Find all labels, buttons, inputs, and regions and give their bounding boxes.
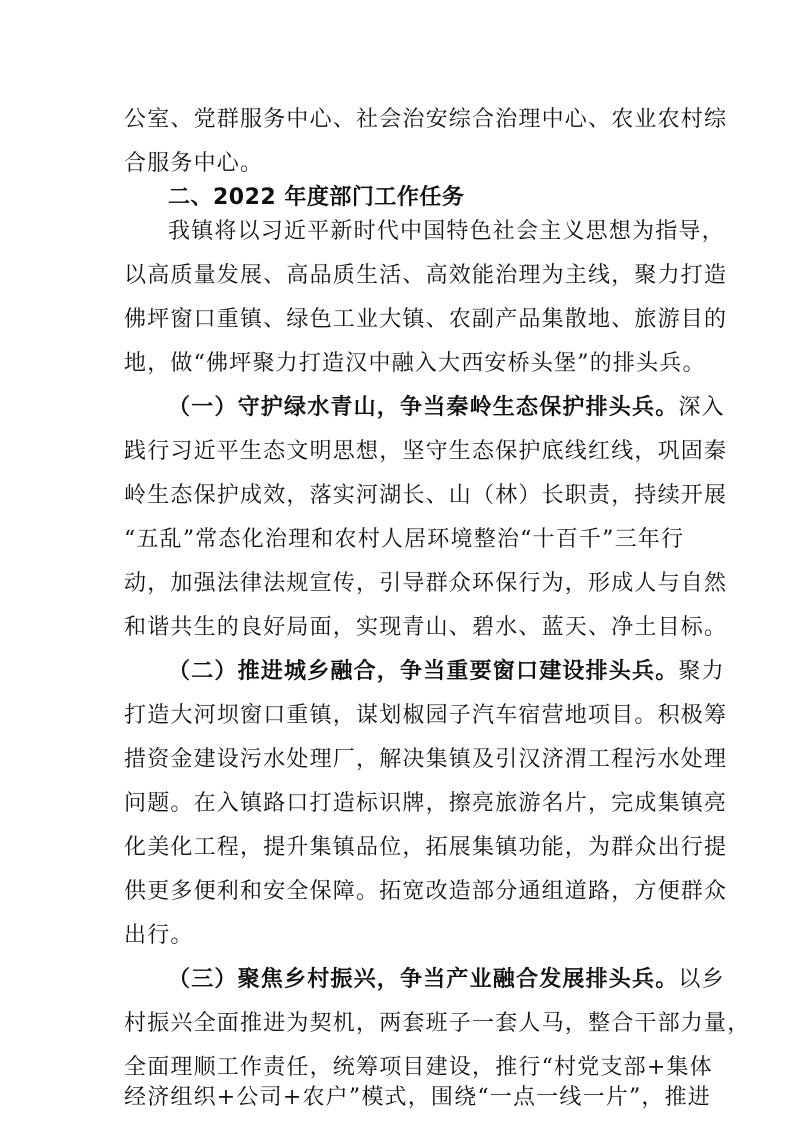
text-line: 村振兴全面推进为契机，两套班子一套人马，整合干部力量， <box>124 1011 751 1036</box>
text-line: 打造大河坝窗口重镇，谋划椒园子汽车宿营地项目。积极筹 <box>124 703 728 728</box>
text-line: 岭生态保护成效，落实河湖长、山（林）长职责，持续开展 <box>124 483 728 508</box>
text-run: 聚力 <box>678 659 725 684</box>
text-line: 以高质量发展、高品质生活、高效能治理为主线，聚力打造 <box>124 263 728 288</box>
text-line: 合服务中心。 <box>124 151 264 176</box>
text-line: “五乱”常态化治理和农村人居环境整治“十百千”三年行 <box>124 527 685 552</box>
text-line: 供更多便利和安全保障。拓宽改造部分通组道路，方便群众 <box>124 879 728 904</box>
text-line: 和谐共生的良好局面，实现青山、碧水、蓝天、净土目标。 <box>124 615 728 640</box>
text-line: 问题。在入镇路口打造标识牌，擦亮旅游名片，完成集镇亮 <box>124 791 728 816</box>
text-run: 以乡 <box>678 967 725 992</box>
text-line: 公室、党群服务中心、社会治安综合治理中心、农业农村综 <box>124 107 728 132</box>
subheading-2: （二）推进城乡融合，争当重要窗口建设排头兵。 <box>168 659 679 684</box>
text-line: 措资金建设污水处理厂，解决集镇及引汉济渭工程污水处理 <box>124 747 728 772</box>
subheading-1: （一）守护绿水青山，争当秦岭生态保护排头兵。 <box>168 395 679 420</box>
subheading-3: （三）聚焦乡村振兴，争当产业融合发展排头兵。 <box>168 967 679 992</box>
paragraph-heading-line <box>168 386 725 430</box>
text-line: 全面理顺工作责任，统筹项目建设，推行“村党支部+集体 <box>124 1055 713 1080</box>
text-line: 践行习近平生态文明思想，坚守生态保护底线红线，巩固秦 <box>124 439 728 464</box>
paragraph-heading-line <box>168 650 725 694</box>
paragraph-heading-line <box>168 958 725 1002</box>
text-line: 经济组织+公司+农户”模式，围绕“一点一线一片”，推进 <box>124 1085 712 1110</box>
text-line: 地，做“佛坪聚力打造汉中融入大西安桥头堡”的排头兵。 <box>124 351 706 376</box>
text-line: 佛坪窗口重镇、绿色工业大镇、农副产品集散地、旅游目的 <box>124 307 728 332</box>
text-line: 我镇将以习近平新时代中国特色社会主义思想为指导， <box>168 219 725 244</box>
text-line: 动，加强法律法规宣传，引导群众环保行为，形成人与自然 <box>124 571 728 596</box>
text-line: 化美化工程，提升集镇品位，拓展集镇功能，为群众出行提 <box>124 835 728 860</box>
section-heading: 二、2022 年度部门工作任务 <box>168 185 465 210</box>
text-line: 出行。 <box>124 923 194 948</box>
text-run: 深入 <box>678 395 725 420</box>
